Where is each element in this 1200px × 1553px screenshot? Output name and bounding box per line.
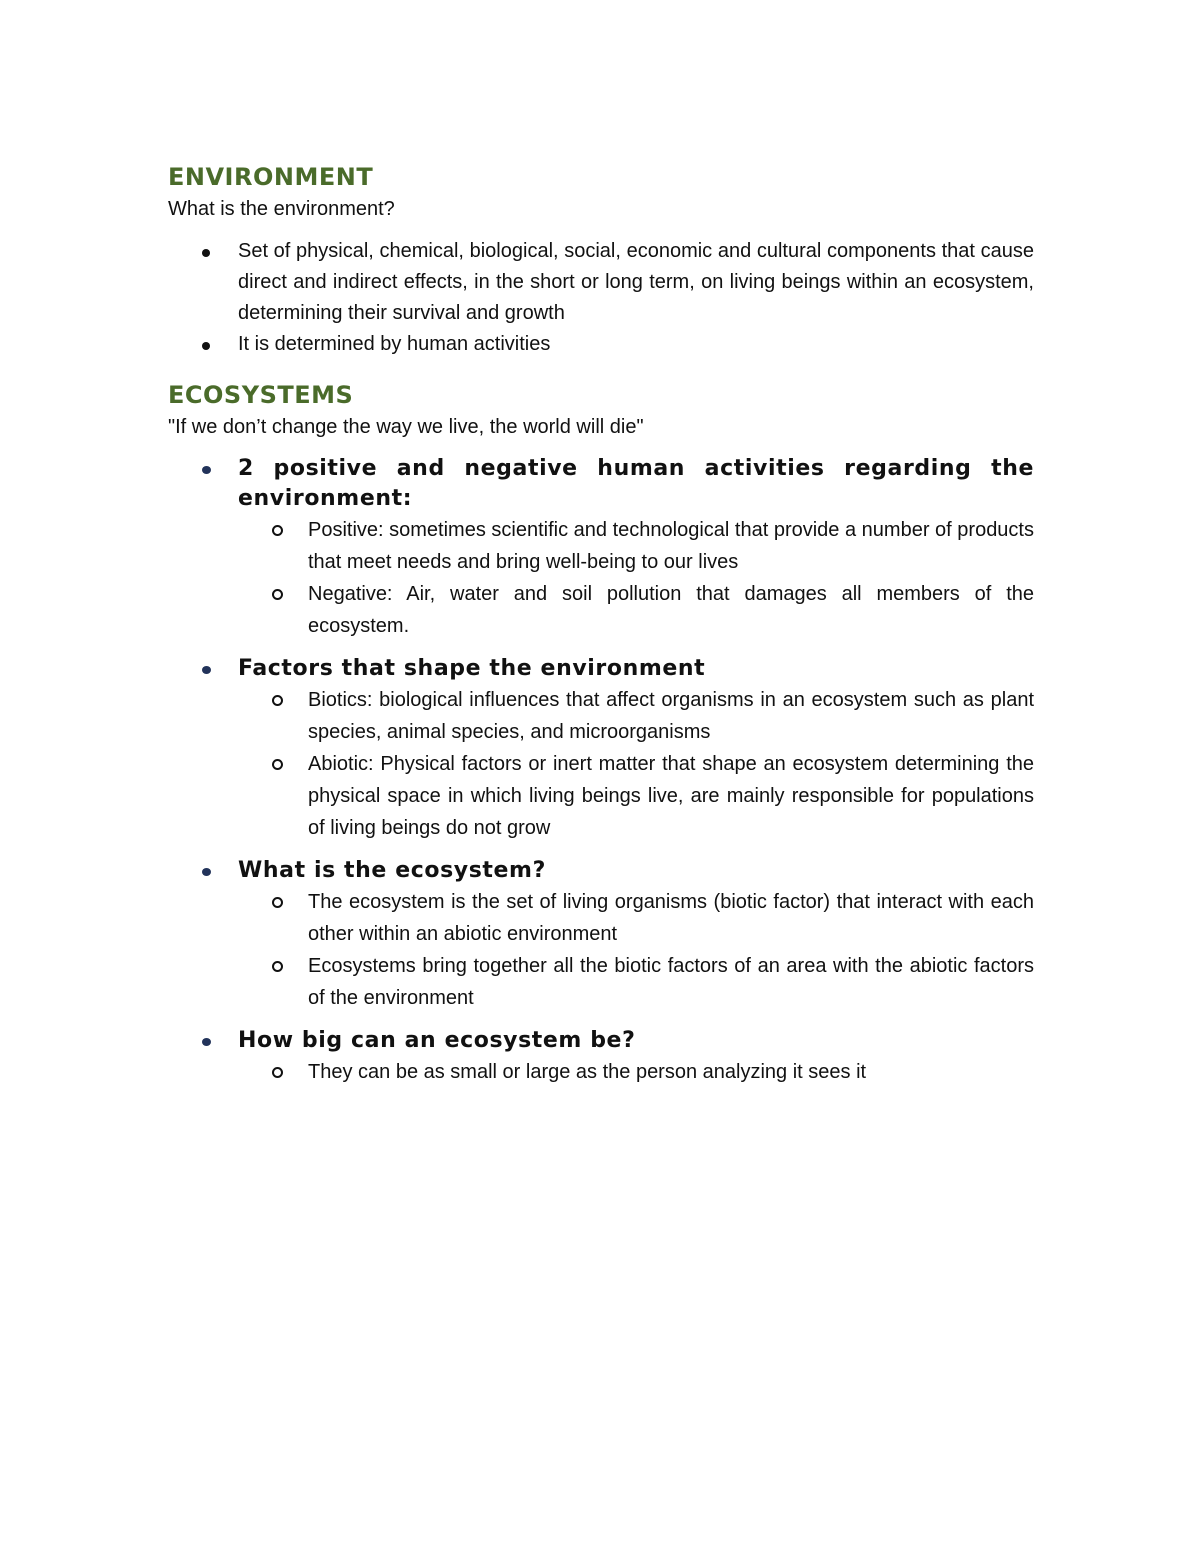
bullet-icon (202, 466, 211, 474)
subtopic-text: They can be as small or large as the person analyzing it sees it (308, 1061, 867, 1083)
circle-bullet-icon (272, 759, 283, 770)
environment-question: What is the environment? (168, 198, 395, 220)
subtopic-item (168, 886, 1034, 950)
topic-title: Factors that shape the environment (238, 656, 706, 681)
subtopic-list (168, 1056, 1034, 1088)
subtopic-item (168, 684, 1034, 748)
heading-ecosystems: ECOSYSTEMS (168, 381, 354, 409)
circle-bullet-icon (272, 897, 283, 908)
subtopic-text: The ecosystem is the set of living organisms (biotic factor) that interact with each other within an abiotic environment (308, 891, 1034, 945)
subtopic-item (168, 950, 1034, 1014)
subtopic-item (168, 748, 1034, 844)
subtopic-text: Negative: Air, water and soil pollution that damages all members of the ecosystem. (308, 583, 1034, 637)
circle-bullet-icon (272, 695, 283, 706)
topic-item (168, 654, 1034, 844)
circle-bullet-icon (272, 1067, 283, 1078)
circle-bullet-icon (272, 525, 283, 536)
bullet-icon (202, 868, 211, 876)
subtopic-item (168, 514, 1034, 578)
section-spacer (168, 360, 1034, 378)
subtopic-text: Ecosystems bring together all the biotic factors of an area with the abiotic factors of the environment (308, 955, 1034, 1009)
list-item (168, 236, 1034, 329)
heading-environment: ENVIRONMENT (168, 163, 374, 191)
subtopic-list (168, 886, 1034, 1014)
subtopic-item (168, 1056, 1034, 1088)
topic-item (168, 856, 1034, 1014)
list-item-text: It is determined by human activities (238, 333, 551, 355)
topic-title: What is the ecosystem? (238, 858, 546, 883)
topic-item (168, 454, 1034, 642)
subtopic-item (168, 578, 1034, 642)
topic-item (168, 1026, 1034, 1088)
circle-bullet-icon (272, 589, 283, 600)
subtopic-list (168, 684, 1034, 844)
bullet-icon (202, 1038, 211, 1046)
document-page (168, 160, 1034, 1100)
ecosystems-topic-list (168, 454, 1034, 1088)
topic-title: How big can an ecosystem be? (238, 1028, 636, 1053)
bullet-icon (202, 666, 211, 674)
environment-bullet-list (168, 236, 1034, 360)
subtopic-text: Abiotic: Physical factors or inert matter that shape an ecosystem determining the physical space in which living beings live, are mainly responsible for populations of living beings do not grow (308, 753, 1034, 839)
topic-title: 2 positive and negative human activities regarding the environment: (238, 456, 1034, 511)
list-item (168, 329, 1034, 360)
ecosystems-quote: "If we don’t change the way we live, the world will die" (168, 416, 644, 438)
subtopic-text: Biotics: biological influences that affect organisms in an ecosystem such as plant species, animal species, and microorganisms (308, 689, 1034, 743)
circle-bullet-icon (272, 961, 283, 972)
list-item-text: Set of physical, chemical, biological, social, economic and cultural components that cause direct and indirect effects, in the short or long term, on living beings within an ecosystem, determining their survival and growth (238, 240, 1034, 324)
subtopic-list (168, 514, 1034, 642)
bullet-icon (202, 249, 210, 257)
bullet-icon (202, 342, 210, 350)
subtopic-text: Positive: sometimes scientific and technological that provide a number of products that meet needs and bring well-being to our lives (308, 519, 1034, 573)
